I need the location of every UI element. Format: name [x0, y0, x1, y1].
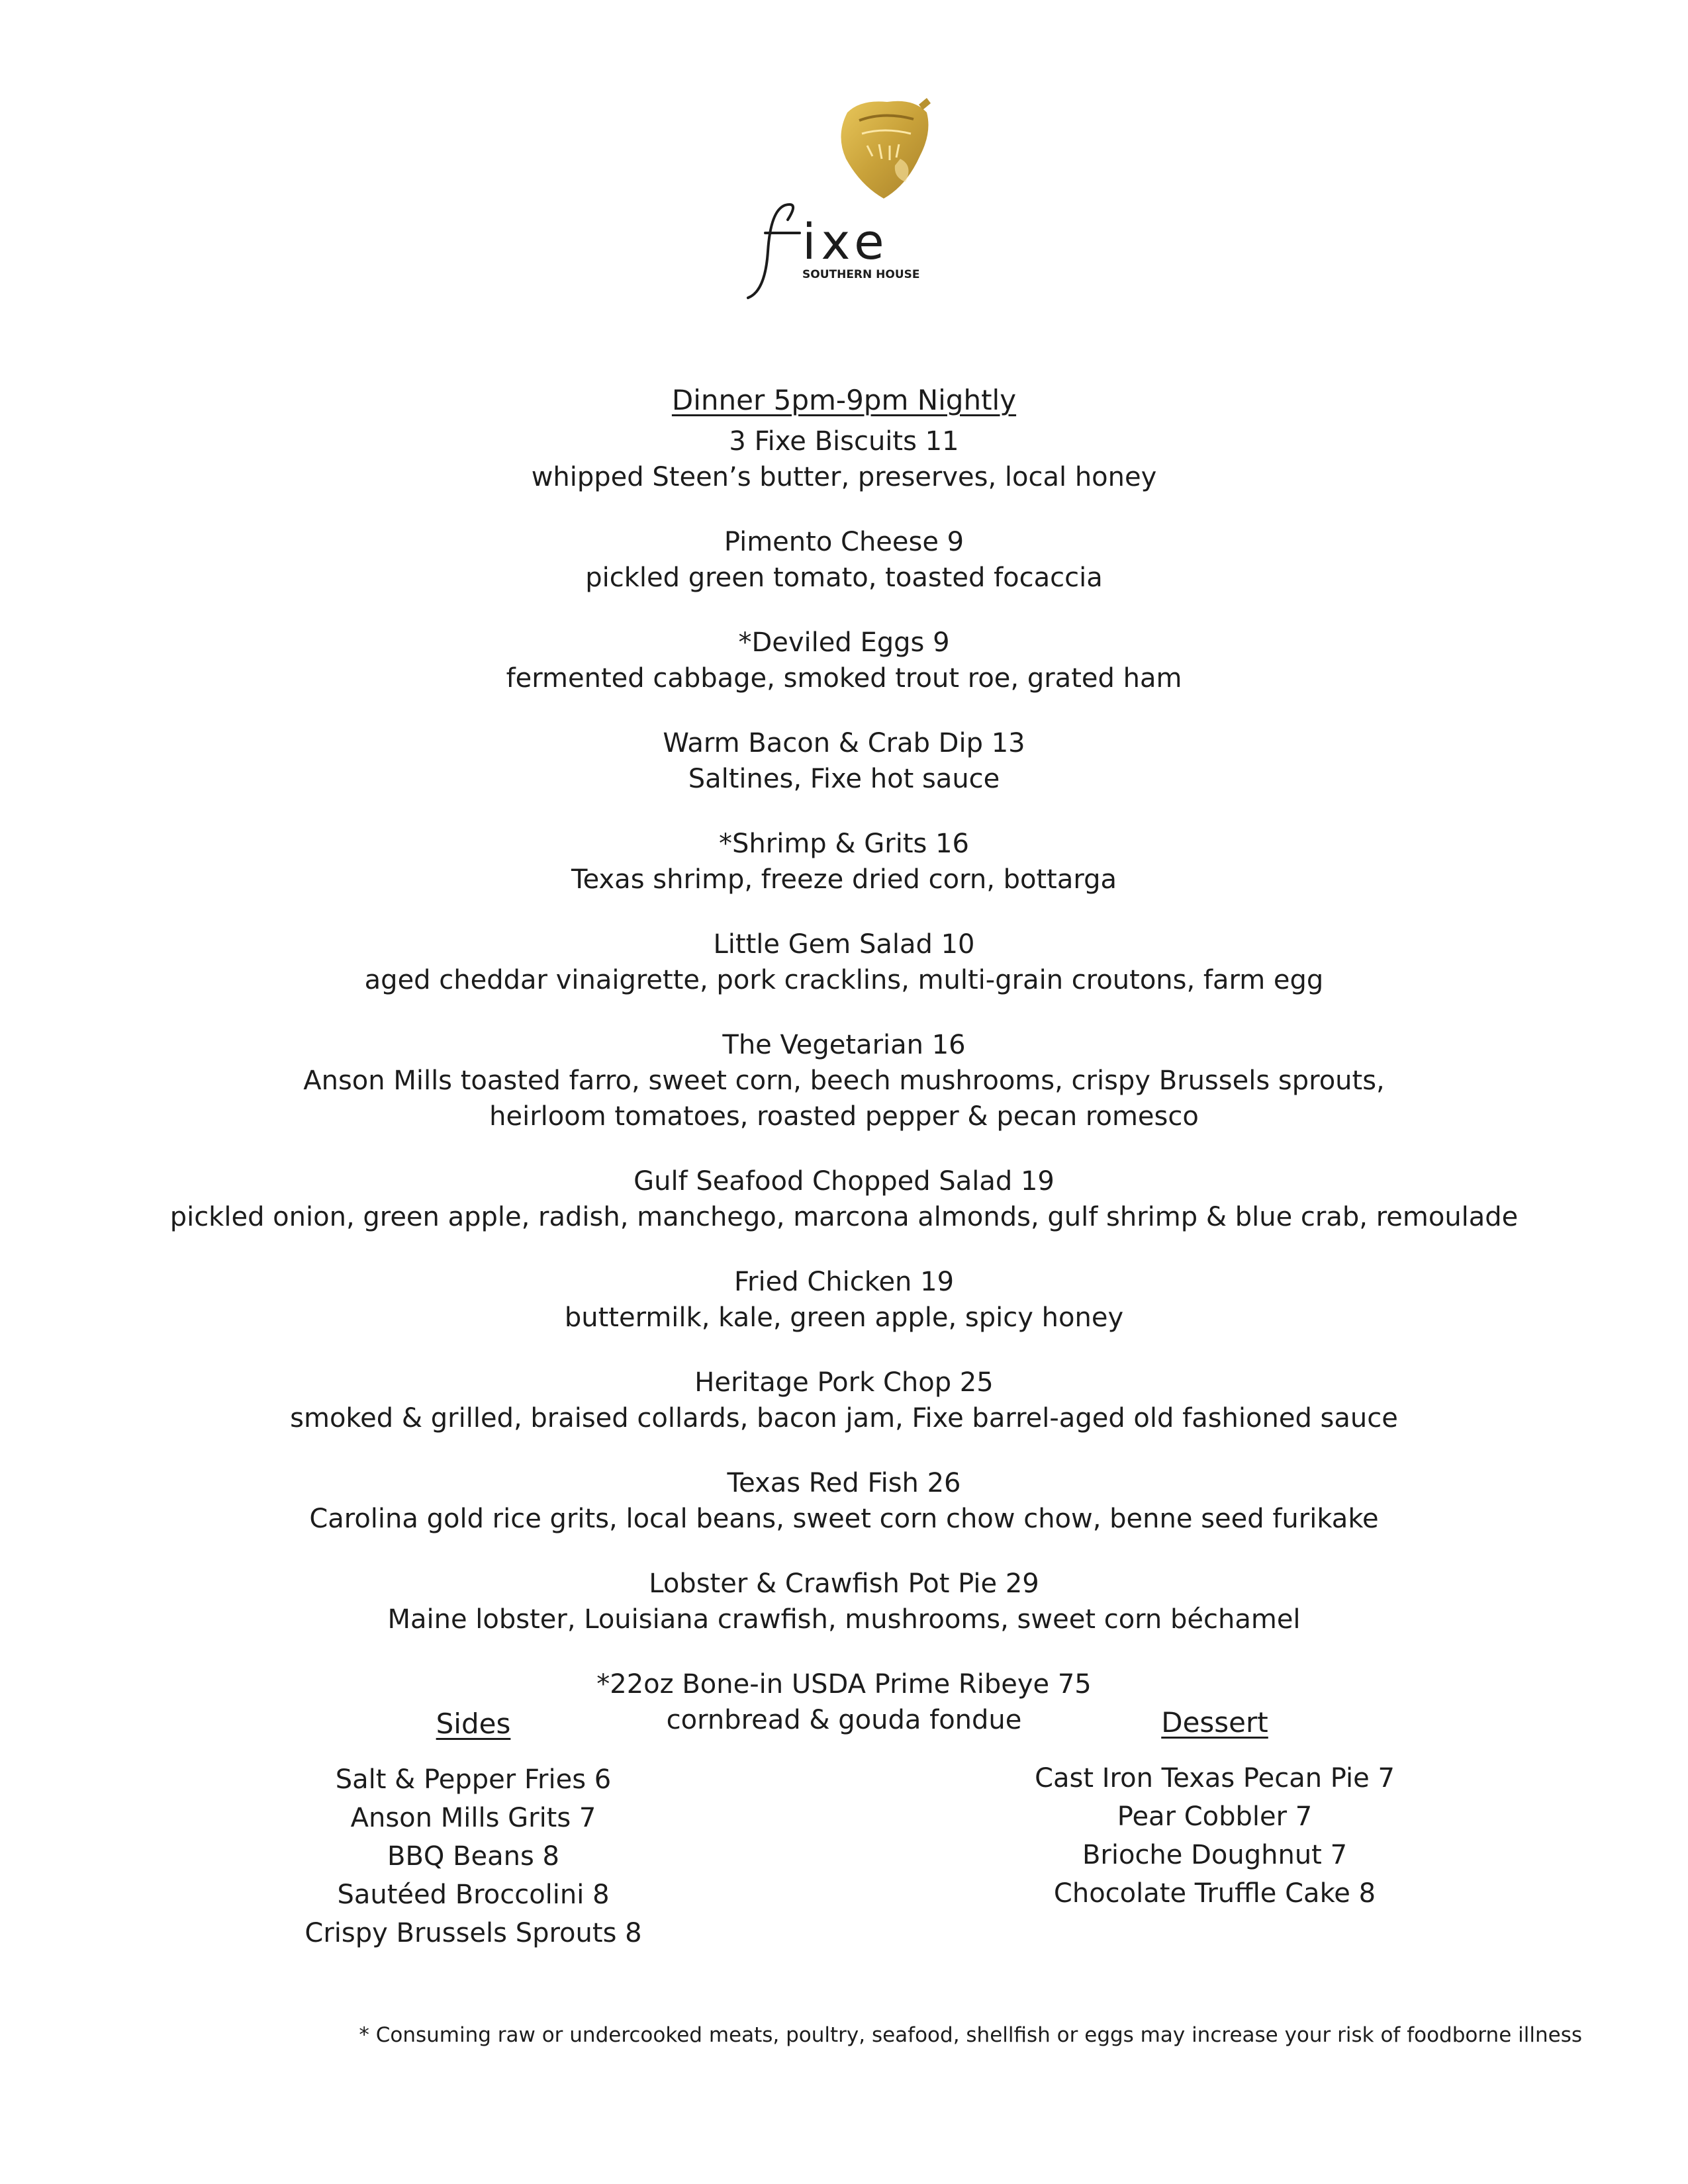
dessert-heading: Dessert	[1161, 1706, 1268, 1739]
menu-item-name: Heritage Pork Chop 25	[694, 1367, 994, 1398]
menu-item-description: whipped Steen’s butter, preserves, local honey	[531, 462, 1157, 492]
menu-item	[0, 826, 1688, 897]
menu-item-description: heirloom tomatoes, roasted pepper & pecan romesco	[489, 1101, 1199, 1132]
menu-item	[0, 1027, 1688, 1134]
dinner-menu	[0, 424, 1688, 1767]
dessert-item: Chocolate Truffle Cake 8	[1053, 1878, 1376, 1909]
menu-item-name: Gulf Seafood Chopped Salad 19	[633, 1166, 1055, 1197]
menu-item-name: *Deviled Eggs 9	[738, 627, 950, 658]
menu-item	[0, 625, 1688, 696]
menu-item-description: Saltines, Fixe hot sauce	[688, 764, 1000, 794]
side-item: Anson Mills Grits 7	[350, 1803, 596, 1833]
menu-item	[0, 1264, 1688, 1336]
menu-item-name: 3 Fixe Biscuits 11	[729, 426, 959, 457]
menu-item-description: aged cheddar vinaigrette, pork cracklins, multi-grain croutons, farm egg	[364, 965, 1324, 995]
gold-emblem-icon	[821, 93, 940, 205]
menu-item-description: Anson Mills toasted farro, sweet corn, beech mushrooms, crispy Brussels sprouts,	[303, 1066, 1385, 1096]
menu-item-description: pickled green tomato, toasted focaccia	[585, 563, 1103, 593]
side-item: Salt & Pepper Fries 6	[335, 1764, 612, 1795]
menu-item-name: Fried Chicken 19	[733, 1267, 955, 1297]
menu-item-name: Texas Red Fish 26	[727, 1468, 961, 1498]
sides-heading: Sides	[436, 1707, 511, 1740]
menu-item	[0, 1163, 1688, 1235]
menu-item-description: pickled onion, green apple, radish, manchego, marcona almonds, gulf shrimp & blue crab, remoulade	[169, 1202, 1519, 1232]
menu-item	[0, 1666, 1688, 1738]
menu-item-description: fermented cabbage, smoked trout roe, grated ham	[506, 663, 1182, 694]
restaurant-logo	[741, 93, 940, 311]
menu-item-name: *22oz Bone-in USDA Prime Ribeye 75	[596, 1669, 1092, 1700]
dessert-item: Cast Iron Texas Pecan Pie 7	[1035, 1763, 1395, 1794]
side-item: Sautéed Broccolini 8	[337, 1880, 610, 1910]
fixe-wordmark	[741, 192, 940, 311]
menu-item	[0, 927, 1688, 998]
menu-item	[0, 1365, 1688, 1436]
dessert-section	[1006, 1706, 1423, 1913]
menu-item	[0, 725, 1688, 797]
menu-item-name: *Shrimp & Grits 16	[719, 829, 969, 859]
side-item: BBQ Beans 8	[387, 1841, 559, 1872]
dessert-item: Pear Cobbler 7	[1117, 1801, 1313, 1832]
menu-item	[0, 1566, 1688, 1637]
sides-section	[265, 1707, 682, 1952]
menu-item	[0, 424, 1688, 495]
menu-item-name: Warm Bacon & Crab Dip 13	[663, 728, 1025, 758]
svg-text:ixe: ixe	[802, 214, 890, 271]
menu-item-name: Lobster & Crawfish Pot Pie 29	[649, 1569, 1039, 1599]
logo-tagline: SOUTHERN HOUSE	[802, 268, 920, 281]
menu-item	[0, 524, 1688, 596]
dinner-heading: Dinner 5pm-9pm Nightly	[671, 384, 1017, 416]
menu-item	[0, 1465, 1688, 1537]
menu-item-name: Little Gem Salad 10	[713, 929, 975, 960]
side-item: Crispy Brussels Sprouts 8	[305, 1918, 642, 1948]
dessert-item: Brioche Doughnut 7	[1082, 1840, 1348, 1870]
foodborne-illness-footnote: * Consuming raw or undercooked meats, poultry, seafood, shellfish or eggs may increase your risk of foodborne illness	[359, 2023, 1582, 2047]
menu-item-description: Texas shrimp, freeze dried corn, bottarga	[571, 864, 1117, 895]
menu-item-description: Maine lobster, Louisiana crawfish, mushrooms, sweet corn béchamel	[387, 1604, 1301, 1635]
menu-item-name: Pimento Cheese 9	[724, 527, 964, 557]
menu-item-description: cornbread & gouda fondue	[666, 1705, 1022, 1735]
menu-item-description: Carolina gold rice grits, local beans, sweet corn chow chow, benne seed furikake	[309, 1504, 1379, 1534]
menu-item-description: smoked & grilled, braised collards, bacon jam, Fixe barrel-aged old fashioned sauce	[290, 1403, 1398, 1433]
menu-item-name: The Vegetarian 16	[722, 1030, 966, 1060]
menu-item-description: buttermilk, kale, green apple, spicy honey	[564, 1302, 1124, 1333]
